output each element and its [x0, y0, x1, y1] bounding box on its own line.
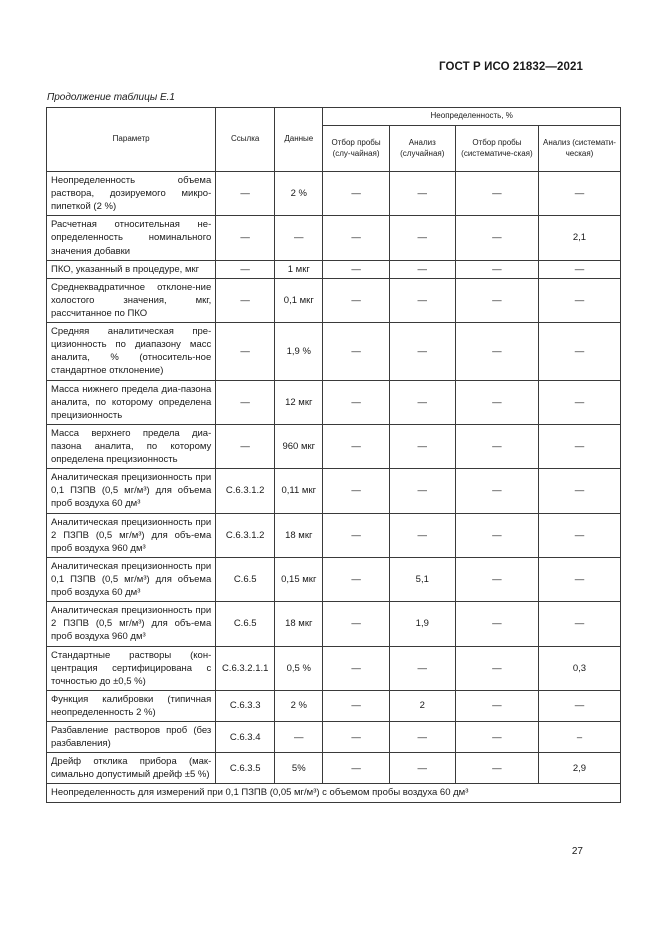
cell-sampling-random: —: [323, 172, 389, 216]
table-row: [47, 513, 621, 557]
cell-analysis-random: —: [389, 753, 455, 784]
table-row: [47, 172, 621, 216]
document-code: ГОСТ Р ИСО 21832—2021: [438, 61, 583, 73]
cell-sampling-random: —: [323, 380, 389, 424]
cell-data: 960 мкг: [275, 424, 323, 468]
cell-analysis-random: 5,1: [389, 557, 455, 601]
cell-analysis-random: 1,9: [389, 602, 455, 646]
cell-ref: —: [216, 260, 275, 278]
col-header-analysis-random: Анализ (случайная): [389, 126, 455, 172]
col-header-analysis-systematic: Анализ (системати-ческая): [538, 126, 620, 172]
cell-analysis-random: —: [389, 260, 455, 278]
cell-ref: С.6.3.4: [216, 722, 275, 753]
cell-data: —: [275, 722, 323, 753]
cell-analysis-random: —: [389, 278, 455, 322]
cell-param: Неопределенность объема раствора, дозируемого микро-пипеткой (2 %): [47, 172, 216, 216]
cell-sampling-systematic: —: [455, 424, 538, 468]
cell-analysis-systematic: —: [538, 557, 620, 601]
cell-data: 0,11 мкг: [275, 469, 323, 513]
cell-sampling-random: —: [323, 690, 389, 721]
cell-analysis-systematic: 0,3: [538, 646, 620, 690]
cell-data: 2 %: [275, 172, 323, 216]
cell-ref: С.6.3.2.1.1: [216, 646, 275, 690]
cell-data: 18 мкг: [275, 602, 323, 646]
cell-ref: —: [216, 323, 275, 380]
cell-ref: С.6.5: [216, 602, 275, 646]
cell-data: —: [275, 216, 323, 260]
cell-sampling-random: —: [323, 557, 389, 601]
table-row: [47, 424, 621, 468]
cell-analysis-systematic: —: [538, 469, 620, 513]
cell-sampling-systematic: —: [455, 602, 538, 646]
cell-sampling-systematic: —: [455, 216, 538, 260]
cell-param: Разбавление растворов проб (без разбавления): [47, 722, 216, 753]
cell-analysis-random: —: [389, 469, 455, 513]
cell-sampling-random: —: [323, 722, 389, 753]
cell-sampling-systematic: —: [455, 513, 538, 557]
table-row: [47, 690, 621, 721]
cell-sampling-random: —: [323, 278, 389, 322]
page-number: 27: [571, 846, 583, 857]
col-header-data: Данные: [275, 108, 323, 172]
cell-ref: —: [216, 380, 275, 424]
cell-sampling-systematic: —: [455, 323, 538, 380]
cell-param: Функция калибровки (типичная неопределенность 2 %): [47, 690, 216, 721]
cell-analysis-random: 2: [389, 690, 455, 721]
cell-param: Среднеквадратичное отклоне-ние холостого значения, мкг, рассчитанное по ПКО: [47, 278, 216, 322]
cell-analysis-systematic: —: [538, 323, 620, 380]
cell-param: Стандартные растворы (кон-центрация сертифицирована с точностью до ±0,5 %): [47, 646, 216, 690]
cell-sampling-random: —: [323, 602, 389, 646]
cell-analysis-systematic: 2,9: [538, 753, 620, 784]
cell-ref: С.6.3.3: [216, 690, 275, 721]
cell-data: 0,15 мкг: [275, 557, 323, 601]
cell-analysis-random: —: [389, 172, 455, 216]
cell-ref: С.6.3.5: [216, 753, 275, 784]
table-row: [47, 753, 621, 784]
cell-analysis-systematic: 2,1: [538, 216, 620, 260]
cell-param: Средняя аналитическая пре-цизионность по диапазону масс аналита, % (относитель-ное стандартное отклонение): [47, 323, 216, 380]
cell-data: 2 %: [275, 690, 323, 721]
cell-data: 0,1 мкг: [275, 278, 323, 322]
col-header-sampling-random: Отбор пробы (слу-чайная): [323, 126, 389, 172]
cell-sampling-systematic: —: [455, 722, 538, 753]
cell-sampling-random: —: [323, 646, 389, 690]
cell-param: Дрейф отклика прибора (мак-симально допустимый дрейф ±5 %): [47, 753, 216, 784]
cell-analysis-systematic: —: [538, 380, 620, 424]
cell-sampling-random: —: [323, 513, 389, 557]
cell-analysis-random: —: [389, 646, 455, 690]
cell-ref: С.6.3.1.2: [216, 469, 275, 513]
cell-sampling-random: —: [323, 469, 389, 513]
cell-analysis-systematic: —: [538, 260, 620, 278]
cell-analysis-systematic: –: [538, 722, 620, 753]
table-footer-note: Неопределенность для измерений при 0,1 ПЗПВ (0,05 мг/м³) с объемом пробы воздуха 60 дм³: [47, 784, 621, 802]
cell-sampling-systematic: —: [455, 753, 538, 784]
cell-ref: —: [216, 172, 275, 216]
cell-data: 12 мкг: [275, 380, 323, 424]
cell-analysis-random: —: [389, 323, 455, 380]
cell-sampling-systematic: —: [455, 469, 538, 513]
table-row: [47, 323, 621, 380]
table-row: [47, 557, 621, 601]
cell-analysis-systematic: —: [538, 513, 620, 557]
cell-data: 1 мкг: [275, 260, 323, 278]
cell-analysis-random: —: [389, 424, 455, 468]
table-row: [47, 646, 621, 690]
cell-analysis-random: —: [389, 380, 455, 424]
cell-sampling-random: —: [323, 323, 389, 380]
table-row: [47, 602, 621, 646]
cell-data: 5%: [275, 753, 323, 784]
cell-param: Расчетная относительная не-определенность номинального значения добавки: [47, 216, 216, 260]
table-body: [47, 172, 621, 784]
table-row: [47, 278, 621, 322]
table-row: [47, 469, 621, 513]
cell-param: Аналитическая прецизионность при 0,1 ПЗПВ (0,5 мг/м³) для объема проб воздуха 60 дм³: [47, 557, 216, 601]
table-row: [47, 722, 621, 753]
cell-ref: С.6.5: [216, 557, 275, 601]
cell-param: ПКО, указанный в процедуре, мкг: [47, 260, 216, 278]
cell-param: Масса нижнего предела диа-пазона аналита, по которому определена прецизионность: [47, 380, 216, 424]
cell-analysis-systematic: —: [538, 424, 620, 468]
cell-sampling-systematic: —: [455, 172, 538, 216]
cell-data: 1,9 %: [275, 323, 323, 380]
col-header-uncertainty-group: Неопределенность, %: [323, 108, 621, 126]
cell-sampling-systematic: —: [455, 380, 538, 424]
cell-analysis-systematic: —: [538, 690, 620, 721]
table-row: [47, 216, 621, 260]
uncertainty-table: [46, 107, 621, 803]
cell-analysis-random: —: [389, 513, 455, 557]
cell-sampling-systematic: —: [455, 646, 538, 690]
cell-sampling-random: —: [323, 753, 389, 784]
cell-ref: —: [216, 424, 275, 468]
cell-analysis-systematic: —: [538, 602, 620, 646]
cell-analysis-random: —: [389, 216, 455, 260]
cell-data: 0,5 %: [275, 646, 323, 690]
col-header-param: Параметр: [47, 108, 216, 172]
cell-ref: —: [216, 216, 275, 260]
col-header-ref: Ссылка: [216, 108, 275, 172]
table-row: [47, 260, 621, 278]
cell-sampling-random: —: [323, 424, 389, 468]
cell-data: 18 мкг: [275, 513, 323, 557]
cell-analysis-systematic: —: [538, 278, 620, 322]
cell-analysis-random: —: [389, 722, 455, 753]
cell-param: Масса верхнего предела диа-пазона аналита, по которому определена прецизионность: [47, 424, 216, 468]
cell-ref: С.6.3.1.2: [216, 513, 275, 557]
cell-sampling-random: —: [323, 260, 389, 278]
col-header-sampling-systematic: Отбор пробы (систематиче-ская): [455, 126, 538, 172]
cell-param: Аналитическая прецизионность при 2 ПЗПВ (0,5 мг/м³) для объ-ема проб воздуха 960 дм³: [47, 602, 216, 646]
cell-ref: —: [216, 278, 275, 322]
table-row: [47, 380, 621, 424]
cell-sampling-systematic: —: [455, 278, 538, 322]
cell-analysis-systematic: —: [538, 172, 620, 216]
cell-sampling-systematic: —: [455, 557, 538, 601]
cell-sampling-random: —: [323, 216, 389, 260]
cell-sampling-systematic: —: [455, 690, 538, 721]
cell-param: Аналитическая прецизионность при 2 ПЗПВ (0,5 мг/м³) для объ-ема проб воздуха 960 дм³: [47, 513, 216, 557]
table-caption: Продолжение таблицы Е.1: [47, 92, 175, 103]
cell-param: Аналитическая прецизионность при 0,1 ПЗПВ (0,5 мг/м³) для объема проб воздуха 60 дм³: [47, 469, 216, 513]
cell-sampling-systematic: —: [455, 260, 538, 278]
